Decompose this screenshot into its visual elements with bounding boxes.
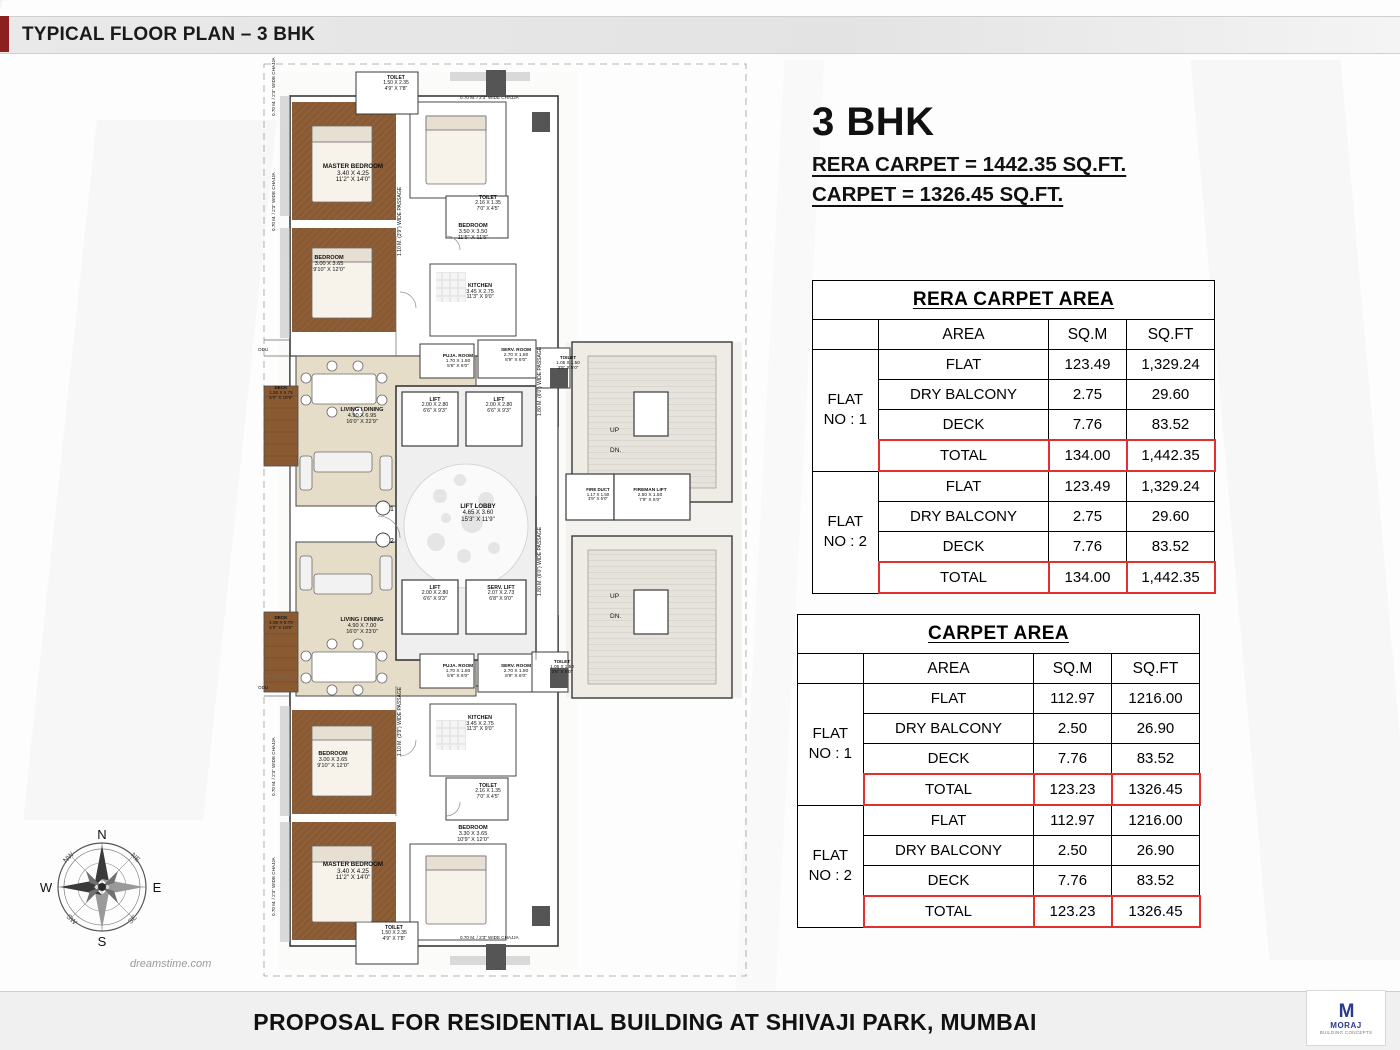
sqm-value-cell: 123.23: [1034, 896, 1112, 927]
column-header: SQ.M: [1049, 320, 1127, 350]
room-label: [490, 348, 542, 363]
sqm-value-cell: 2.75: [1049, 502, 1127, 532]
area-summary-panel: [812, 100, 1212, 213]
area-name-cell: TOTAL: [879, 562, 1049, 593]
room-dimension-metric: 2.16 X 1.35: [475, 788, 501, 795]
svg-text:E: E: [152, 880, 162, 895]
compass-rose: [22, 815, 182, 955]
room-label: [322, 618, 402, 636]
room-dimension-metric: 2.16 X 1.35: [475, 200, 501, 207]
room-dimension-metric: 1.05 X 1.50: [556, 359, 580, 365]
logo-tagline: BUILDING CONCEPTS: [1319, 1029, 1373, 1035]
room-label: [438, 504, 518, 523]
carpet-summary: CARPET = 1326.45 SQ.FT.: [812, 183, 1064, 206]
flat-number-cell: FLAT NO : 2: [798, 805, 864, 927]
room-dimension-feet: 9'10" X 12'0": [317, 762, 349, 769]
plan-annotation: 1.10 M. (3'9") WIDE PASSAGE: [397, 186, 403, 256]
svg-text:SE: SE: [127, 914, 139, 926]
flat-number-cell: FLAT NO : 1: [813, 350, 879, 472]
room-label: [540, 660, 584, 674]
room-dimension-feet: 7'0" X 4'5": [476, 205, 500, 212]
sqft-value-cell: 83.52: [1127, 532, 1215, 563]
room-name: LIFT: [493, 397, 505, 403]
floor-plan-drawing: [250, 56, 760, 986]
compass-watermark: dreamstime.com: [130, 958, 212, 970]
sqft-value-cell: 83.52: [1127, 410, 1215, 441]
room-dimension-metric: 3.45 X 2.75: [466, 720, 494, 727]
sqft-value-cell: 26.90: [1112, 836, 1200, 866]
room-label: [578, 488, 618, 502]
flat-number-cell: FLAT NO : 1: [798, 684, 864, 806]
sqm-value-cell: 7.76: [1034, 866, 1112, 897]
sqm-value-cell: 112.97: [1034, 805, 1112, 836]
rera-table: [812, 280, 1216, 594]
table-row: [798, 805, 1200, 836]
compass-svg: [22, 815, 182, 955]
room-name: DECK: [274, 385, 288, 390]
room-label: [322, 408, 402, 426]
room-dimension-metric: 3.00 X 3.65: [318, 756, 348, 763]
table-header-row: [813, 320, 1215, 350]
room-dimension-feet: 11'2" X 14'0": [335, 874, 371, 881]
room-dimension-feet: 7'0" X 4'5": [476, 793, 500, 800]
room-label: [546, 356, 590, 370]
room-dimension-feet: 11'2" X 14'0": [335, 176, 371, 183]
room-dimension-feet: 5'6" X 6'0": [447, 364, 469, 370]
table-header-row: [798, 654, 1200, 684]
room-label: [296, 752, 370, 770]
room-dimension-feet: 7'9" X 5'0": [639, 498, 661, 504]
room-label: [436, 224, 510, 242]
room-label: [622, 488, 678, 503]
table-row: [813, 471, 1215, 502]
plan-annotation: 0.70 M. / 2'3" WIDE CHAJJA: [271, 857, 276, 916]
room-label: [432, 664, 484, 679]
room-name: TOILET: [553, 659, 571, 664]
sqft-value-cell: 83.52: [1112, 744, 1200, 775]
sqm-value-cell: 2.50: [1034, 714, 1112, 744]
plan-annotation: 2: [390, 538, 394, 545]
room-dimension-feet: 3'5" X 5'0": [551, 668, 573, 674]
svg-text:NW: NW: [62, 851, 76, 865]
room-name: LIFT: [429, 397, 441, 403]
column-header: AREA: [879, 320, 1049, 350]
room-name: PUJA. ROOM: [442, 354, 474, 359]
room-dimension-feet: 3'9" X 5'0": [588, 496, 608, 502]
room-dimension-feet: 15'3" X 11'9": [461, 516, 495, 523]
logo-name: MORAJ: [1330, 1020, 1362, 1030]
rera-carpet-summary: RERA CARPET = 1442.35 SQ.FT.: [812, 153, 1127, 176]
rera-carpet-area-table: [812, 280, 1200, 594]
room-label: [368, 926, 420, 942]
room-name: DECK: [274, 615, 288, 620]
carpet-table: [797, 614, 1201, 928]
sqm-value-cell: 2.75: [1049, 380, 1127, 410]
plan-annotation: 0.70 M. / 2'3" WIDE CHAJJA: [460, 935, 519, 940]
column-header: SQ.FT: [1127, 320, 1215, 350]
room-name: BEDROOM: [458, 223, 488, 229]
room-name: KITCHEN: [468, 715, 492, 721]
room-dimension-metric: 3.00 X 3.65: [314, 260, 344, 267]
plan-annotation: 1.80 M. (6'0") WIDE PASSAGE: [537, 526, 543, 596]
sqm-value-cell: 134.00: [1049, 562, 1127, 593]
area-name-cell: FLAT: [879, 471, 1049, 502]
plan-annotation: ODU: [258, 685, 269, 690]
room-name: TOILET: [387, 75, 405, 81]
room-label: [474, 586, 528, 602]
sqm-value-cell: 7.76: [1034, 744, 1112, 775]
room-dimension-feet: 11'5" X 11'5": [457, 234, 489, 241]
room-dimension-metric: 2.70 X 1.80: [503, 669, 529, 675]
area-name-cell: DRY BALCONY: [879, 502, 1049, 532]
area-name-cell: TOTAL: [879, 440, 1049, 471]
plan-annotation: 0.70 M. / 2'3" WIDE CHAJJA: [460, 95, 519, 100]
room-dimension-metric: 4.90 X 7.00: [347, 622, 377, 629]
room-name: FIRE DUCT: [586, 487, 610, 492]
area-name-cell: DECK: [864, 744, 1034, 775]
plan-annotation: DN.: [610, 613, 622, 620]
sqft-value-cell: 29.60: [1127, 380, 1215, 410]
table-row: [813, 350, 1215, 380]
area-name-cell: FLAT: [879, 350, 1049, 380]
area-name-cell: FLAT: [864, 684, 1034, 714]
room-name: BEDROOM: [314, 255, 344, 261]
room-dimension-metric: 3.40 X 4.25: [337, 169, 369, 177]
area-name-cell: TOTAL: [864, 896, 1034, 927]
svg-text:N: N: [97, 827, 107, 842]
area-name-cell: DECK: [879, 532, 1049, 563]
table-title: RERA CARPET AREA: [813, 281, 1215, 320]
bhk-heading: 3 BHK: [812, 100, 935, 144]
room-dimension-metric: 1.50 X 5.75: [269, 619, 293, 625]
room-name: MASTER BEDROOM: [322, 861, 384, 868]
room-dimension-feet: 16'0" X 22'9": [346, 418, 378, 425]
room-label: [436, 826, 510, 844]
sqft-value-cell: 1216.00: [1112, 805, 1200, 836]
sqm-value-cell: 123.49: [1049, 471, 1127, 502]
room-dimension-feet: 3'5" X 5'0": [557, 364, 579, 370]
room-dimension-feet: 10'9" X 12'0": [457, 836, 489, 843]
project-title: PROPOSAL FOR RESIDENTIAL BUILDING AT SHIVAJI PARK, MUMBAI: [253, 1009, 1037, 1035]
room-dimension-feet: 6'6" X 9'3": [423, 407, 447, 414]
sqm-value-cell: 123.49: [1049, 350, 1127, 380]
room-name: SERV. ROOM: [500, 348, 532, 353]
plan-annotation: UP: [610, 427, 620, 434]
room-dimension-feet: 11'3" X 9'0": [466, 726, 494, 733]
room-dimension-metric: 4.90 X 6.95: [347, 412, 377, 419]
svg-text:S: S: [97, 934, 107, 949]
sqft-value-cell: 29.60: [1127, 502, 1215, 532]
room-label: [450, 284, 510, 301]
plan-annotation: DN.: [610, 447, 622, 454]
sqm-value-cell: 7.76: [1049, 410, 1127, 441]
room-name: TOILET: [559, 355, 577, 360]
table-title-row: [798, 615, 1200, 654]
room-name: SERV. ROOM: [500, 664, 532, 669]
room-dimension-metric: 1.70 X 1.80: [445, 669, 471, 675]
svg-text:NE: NE: [129, 852, 141, 864]
room-label: [450, 716, 510, 733]
room-dimension-feet: 8'9" X 6'0": [505, 358, 527, 364]
room-dimension-feet: 6'8" X 9'0": [489, 595, 513, 602]
sqft-value-cell: 1,329.24: [1127, 350, 1215, 380]
room-dimension-metric: 2.70 X 1.80: [503, 353, 529, 359]
area-name-cell: DRY BALCONY: [864, 836, 1034, 866]
room-dimension-metric: 3.40 X 4.25: [337, 867, 369, 875]
room-dimension-metric: 2.07 X 2.73: [487, 590, 515, 597]
room-name: TOILET: [385, 925, 403, 931]
sqft-value-cell: 1,442.35: [1127, 562, 1215, 593]
plan-annotation: 1.80 M. (6'0") WIDE PASSAGE: [537, 346, 543, 416]
room-label: [490, 664, 542, 679]
logo-mark: M: [1338, 1000, 1354, 1022]
room-dimension-metric: 2.00 X 2.80: [421, 402, 449, 409]
page-title: TYPICAL FLOOR PLAN – 3 BHK: [22, 24, 316, 45]
room-dimension-feet: 11'3" X 9'0": [466, 294, 494, 301]
column-header: AREA: [864, 654, 1034, 684]
company-logo: [1306, 990, 1386, 1046]
header-blank-cell: [813, 320, 879, 350]
column-header: SQ.M: [1034, 654, 1112, 684]
sqft-value-cell: 1,329.24: [1127, 471, 1215, 502]
room-dimension-feet: 5'6" X 6'0": [447, 674, 469, 680]
area-name-cell: DRY BALCONY: [864, 714, 1034, 744]
sqm-value-cell: 112.97: [1034, 684, 1112, 714]
sqft-value-cell: 1326.45: [1112, 774, 1200, 805]
room-dimension-feet: 5'0" X 18'9": [269, 394, 293, 400]
table-title-row: [813, 281, 1215, 320]
room-dimension-metric: 4.65 X 3.60: [462, 510, 494, 517]
plan-annotation: 1: [390, 506, 394, 513]
room-dimension-metric: 2.00 X 2.80: [485, 402, 513, 409]
room-dimension-feet: 4'9" X 7'8": [382, 935, 406, 942]
plan-annotation: 0.70 M. / 2'3" WIDE CHAJJA: [271, 172, 276, 231]
room-dimension-metric: 1.50 X 2.35: [381, 930, 407, 937]
room-name: LIVING / DINING: [340, 407, 384, 413]
room-dimension-feet: 8'9" X 6'0": [505, 674, 527, 680]
room-name: MASTER BEDROOM: [322, 163, 384, 170]
sqm-value-cell: 123.23: [1034, 774, 1112, 805]
room-label: [258, 616, 304, 630]
room-label: [258, 386, 304, 400]
area-name-cell: DRY BALCONY: [879, 380, 1049, 410]
room-name: PUJA. ROOM: [442, 664, 474, 669]
sqm-value-cell: 7.76: [1049, 532, 1127, 563]
area-name-cell: TOTAL: [864, 774, 1034, 805]
room-name: FIREMAN LIFT: [633, 488, 667, 493]
room-dimension-metric: 3.45 X 2.75: [466, 288, 494, 295]
plan-annotation: UP: [610, 593, 620, 600]
room-label: [408, 586, 462, 602]
room-dimension-feet: 16'0" X 23'0": [346, 628, 378, 635]
plan-annotation: ODU: [258, 347, 269, 352]
svg-text:SW: SW: [64, 913, 78, 927]
table-title: CARPET AREA: [798, 615, 1200, 654]
room-name: LIFT: [429, 585, 441, 591]
room-dimension-feet: 6'6" X 9'3": [487, 407, 511, 414]
area-name-cell: FLAT: [864, 805, 1034, 836]
area-name-cell: DECK: [879, 410, 1049, 441]
room-dimension-metric: 3.50 X 3.50: [458, 228, 488, 235]
room-name: BEDROOM: [318, 751, 348, 757]
svg-text:W: W: [39, 880, 53, 895]
room-dimension-metric: 1.17 X 1.50: [586, 491, 610, 497]
room-dimension-metric: 2.00 X 2.80: [421, 590, 449, 597]
sqft-value-cell: 1326.45: [1112, 896, 1200, 927]
sqm-value-cell: 134.00: [1049, 440, 1127, 471]
room-name: TOILET: [479, 195, 497, 201]
room-name: TOILET: [479, 783, 497, 789]
room-label: [472, 398, 526, 414]
room-dimension-feet: 5'0" X 18'9": [269, 624, 293, 630]
room-name: KITCHEN: [468, 283, 492, 289]
sqft-value-cell: 83.52: [1112, 866, 1200, 897]
plan-annotation: 1.10 M. (3'9") WIDE PASSAGE: [397, 686, 403, 756]
room-name: BEDROOM: [458, 825, 488, 831]
room-label: [462, 784, 514, 800]
room-dimension-feet: 9'10" X 12'0": [313, 266, 345, 273]
header-blank-cell: [798, 654, 864, 684]
room-name: SERV. LIFT: [487, 585, 515, 591]
room-dimension-feet: 4'9" X 7'8": [384, 85, 408, 92]
carpet-area-table: [797, 614, 1194, 928]
room-dimension-metric: 1.05 X 1.50: [550, 663, 574, 669]
room-dimension-metric: 1.70 X 1.80: [445, 359, 471, 365]
room-dimension-metric: 2.50 X 1.50: [637, 493, 663, 499]
room-dimension-metric: 3.30 X 3.65: [458, 830, 488, 837]
flat-number-cell: FLAT NO : 2: [813, 471, 879, 593]
room-dimension-metric: 1.50 X 2.35: [383, 80, 409, 87]
plan-annotation: 0.70 M. / 2'3" WIDE CHAJJA: [271, 737, 276, 796]
room-label: [408, 398, 462, 414]
room-label: [307, 862, 399, 882]
sqm-value-cell: 2.50: [1034, 836, 1112, 866]
column-header: SQ.FT: [1112, 654, 1200, 684]
plan-annotation: 0.70 M. / 2'3" WIDE CHAJJA: [271, 57, 276, 116]
room-name: LIFT LOBBY: [460, 504, 496, 510]
table-row: [798, 684, 1200, 714]
area-name-cell: DECK: [864, 866, 1034, 897]
room-label: [292, 256, 366, 274]
sqft-value-cell: 1216.00: [1112, 684, 1200, 714]
room-label: [370, 76, 422, 92]
sqft-value-cell: 1,442.35: [1127, 440, 1215, 471]
room-label: [432, 354, 484, 369]
room-name: LIVING / DINING: [340, 617, 384, 623]
room-dimension-metric: 1.50 X 5.75: [269, 389, 293, 395]
sqft-value-cell: 26.90: [1112, 714, 1200, 744]
header-accent-bar: [0, 16, 9, 52]
room-label: [462, 196, 514, 212]
room-label: [307, 164, 399, 184]
room-dimension-feet: 6'6" X 9'3": [423, 595, 447, 602]
